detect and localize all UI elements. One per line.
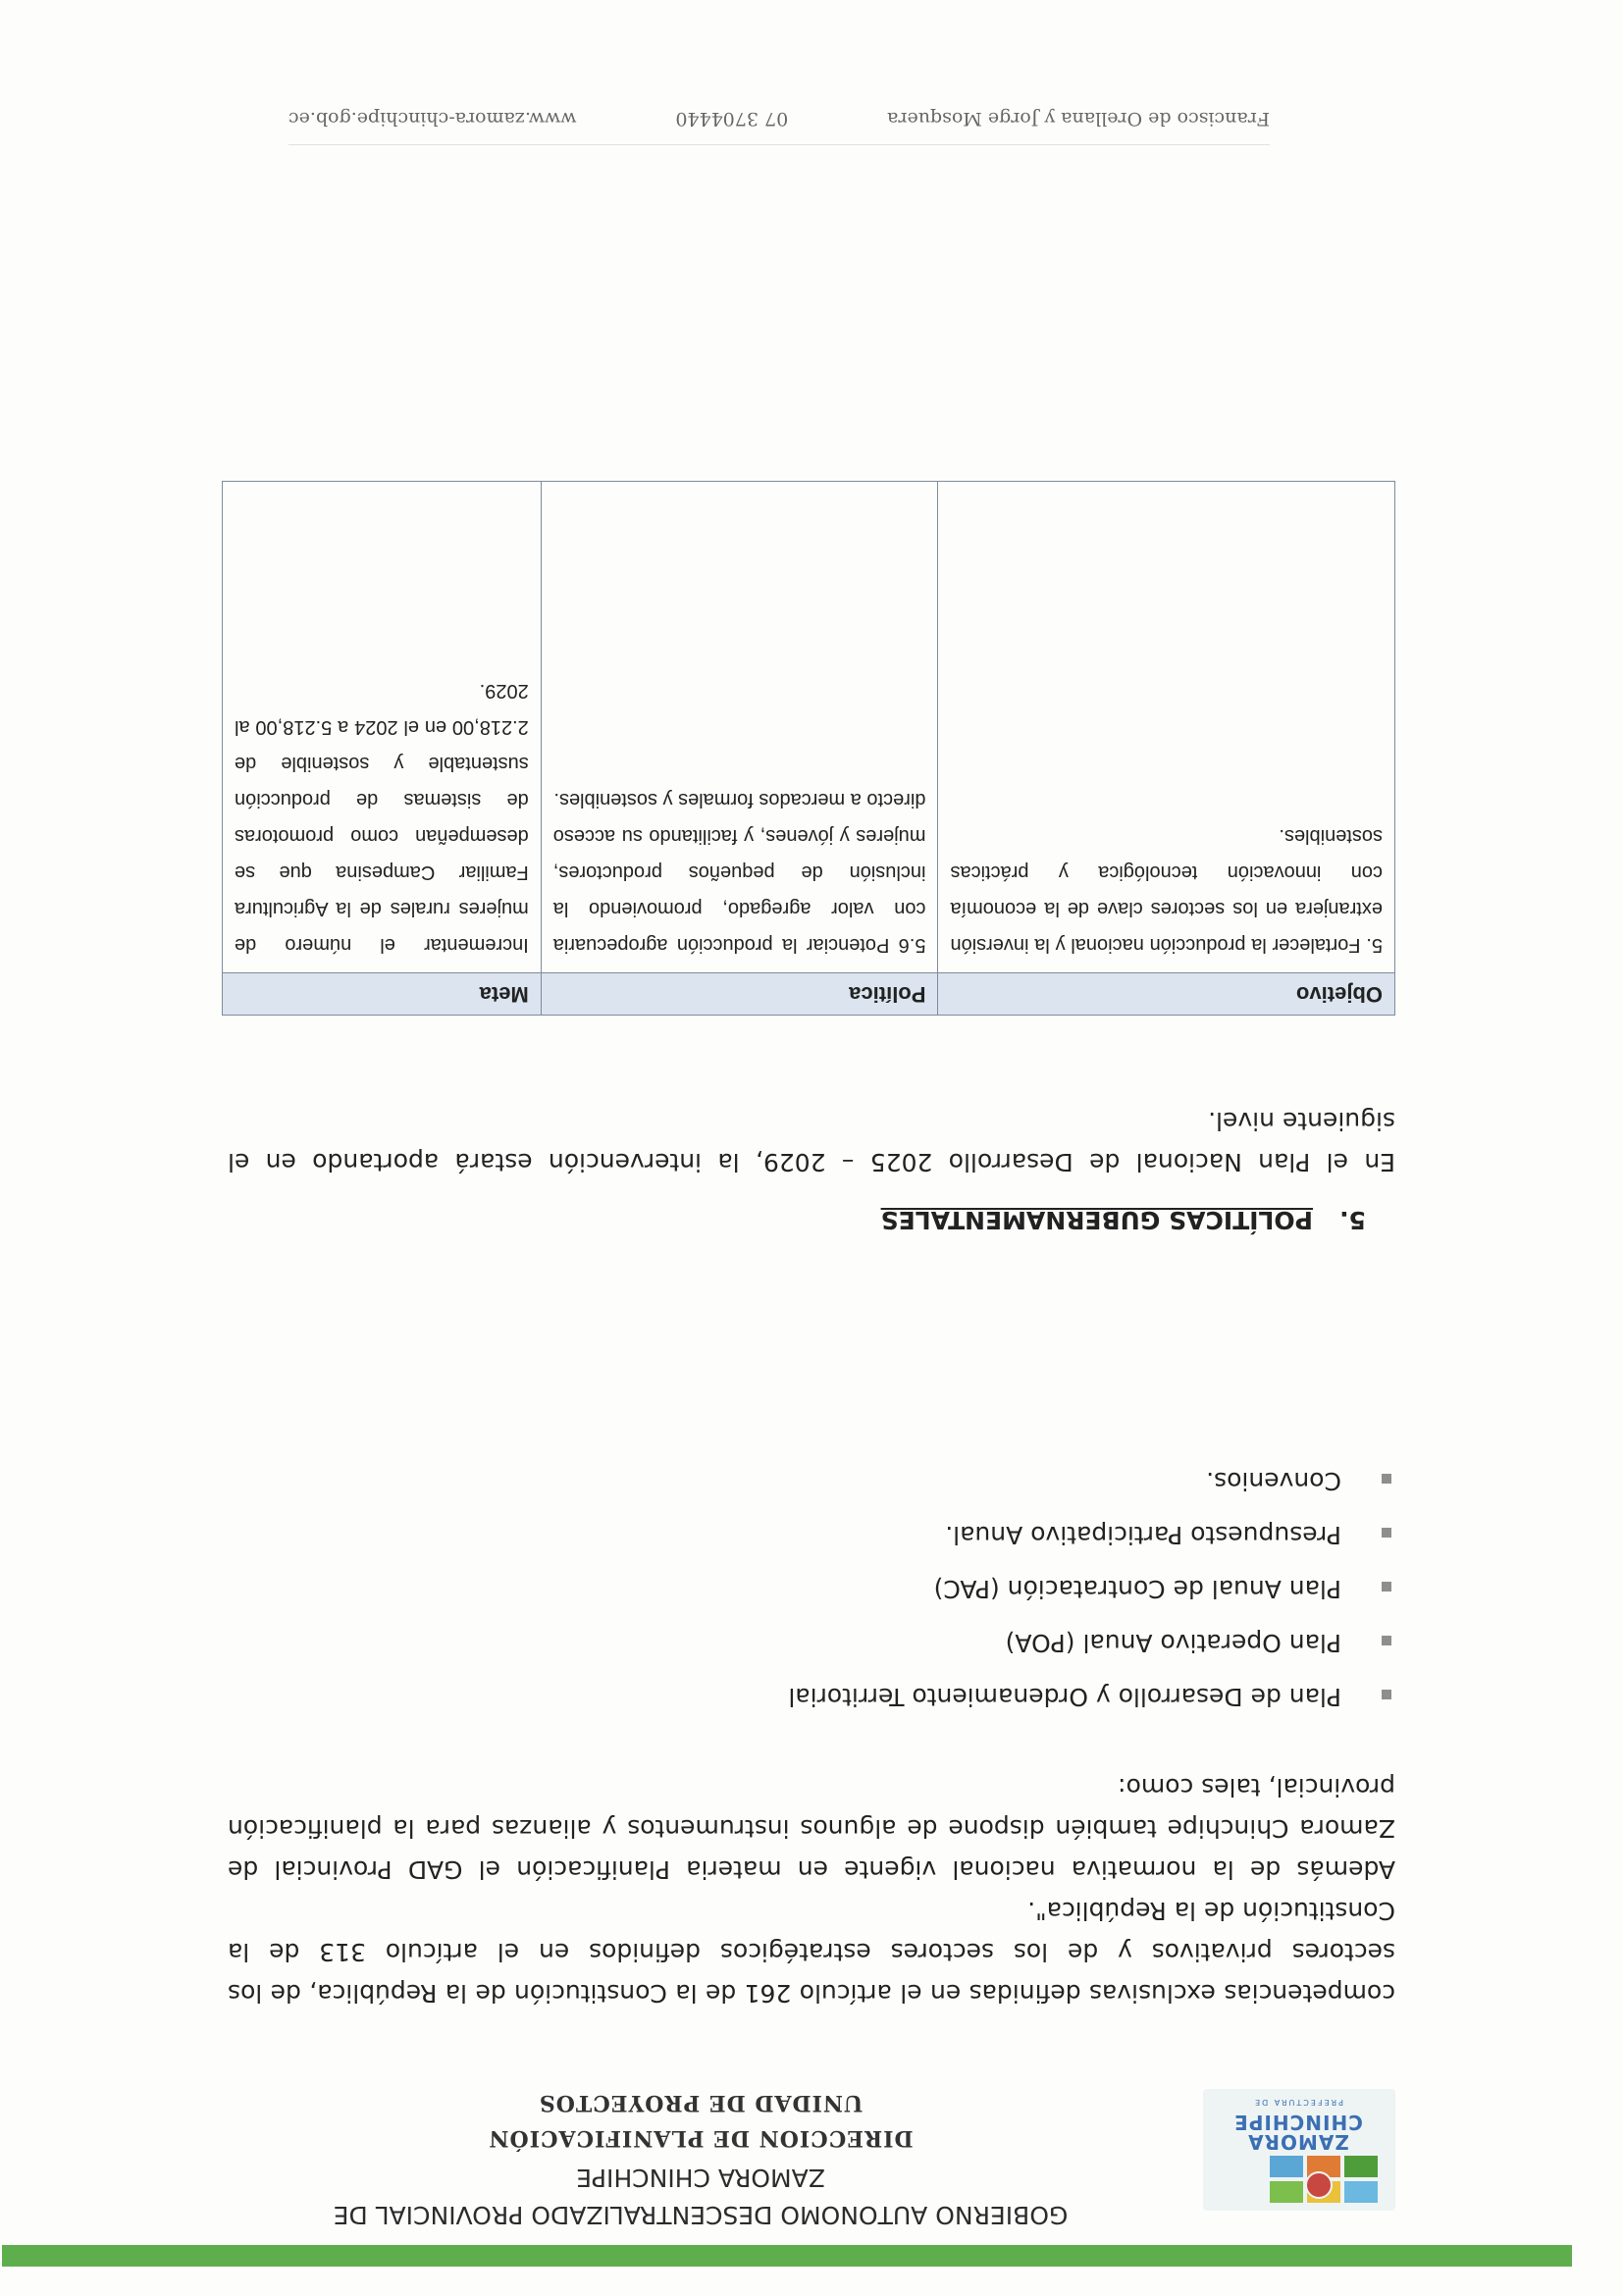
section-heading <box>881 1206 1366 1234</box>
cell-politica: 5.6 Potenciar la producción agropecuaria con valor agregado, promoviendo la inclusión de pequeños productores, mujeres y jóvenes, y facilitando su acceso directo a mercados formales y sostenibles. <box>541 482 938 973</box>
logo-subtitle: PREFECTURA DE <box>1253 2098 1343 2107</box>
header-line-3: DIRECCION DE PLANIFICACIÓN <box>488 2125 914 2151</box>
column-header-meta: Meta <box>223 973 542 1016</box>
logo-wordmark: ZAMORA CHINCHIPE <box>1233 2111 1363 2154</box>
section-title: POLÍTICAS GUBERNAMENTALES <box>880 1206 1313 1234</box>
green-header-bar <box>2 2245 1572 2267</box>
logo-seal-icon <box>1305 2171 1333 2199</box>
cell-meta: Incrementar el número de mujeres rurales de la Agricultura Familiar Campesina que se desempeñan como promotoras de sistemas de producción sustentable y sostenible de 2.218,00 en el 2024 a 5.218,00 al 2029. <box>223 482 542 973</box>
list-item: Plan de Desarrollo y Ordenamiento Territorial <box>267 1663 1395 1717</box>
header-line-2: ZAMORA CHINCHIPE <box>576 2164 825 2192</box>
bullet-icon <box>1382 1528 1391 1538</box>
bullet-icon <box>1382 1690 1391 1699</box>
instruments-list <box>267 1447 1395 1717</box>
list-item: Plan Operativo Anual (POA) <box>267 1609 1395 1663</box>
footer-address: Francisco de Orellana y Jorge Mosquera <box>887 108 1270 130</box>
cell-objetivo: 5. Fortalecer la producción nacional y la inversión extranjera en los sectores clave de la economía con innovación tecnológica y prácticas sostenibles. <box>938 482 1395 973</box>
footer <box>288 108 1270 130</box>
policies-table <box>222 481 1395 1016</box>
bullet-icon <box>1382 1636 1391 1645</box>
bullet-icon <box>1382 1474 1391 1484</box>
paragraph-competencias: competencias exclusivas definidas en el artículo 261 de la Constitución de la República, de los sectores privativos y de los sectores estratégicos definidos en el artículo 313 de la Constitución de la República". <box>228 1897 1395 2008</box>
header-line-4: UNIDAD DE PROYECTOS <box>538 2090 864 2115</box>
zamora-chinchipe-logo <box>1203 2089 1395 2211</box>
paragraph-normativa: Además de la normativa nacional vigente en materia Planificación el GAD Provincial de Zamora Chinchipe también dispone de algunos instrumentos y alianzas para la planificación provincial, tales como: <box>228 1773 1395 1884</box>
table-header-row <box>223 973 1395 1016</box>
list-item: Presupuesto Participativo Anual. <box>267 1501 1395 1555</box>
table-row <box>223 482 1395 973</box>
list-item: Plan Anual de Contratación (PAC) <box>267 1555 1395 1609</box>
bullet-icon <box>1382 1582 1391 1592</box>
column-header-objetivo: Objetivo <box>938 973 1395 1016</box>
section-intro: En el Plan Nacional de Desarrollo 2025 – 2029, la intervención estará aportando en el siguiente nivel. <box>228 1107 1395 1176</box>
column-header-politica: Política <box>541 973 938 1016</box>
footer-phone: 07 3704440 <box>675 108 789 130</box>
header-line-1: GOBIERNO AUTONOMO DESCENTRALIZADO PROVINCIAL DE <box>333 2201 1069 2229</box>
footer-divider <box>288 144 1270 145</box>
logo-emblem-icon <box>1264 2156 1378 2203</box>
list-item: Convenios. <box>267 1447 1395 1501</box>
section-number: 5. <box>1339 1206 1366 1234</box>
footer-website: www.zamora-chinchipe.gob.ec <box>288 108 577 130</box>
